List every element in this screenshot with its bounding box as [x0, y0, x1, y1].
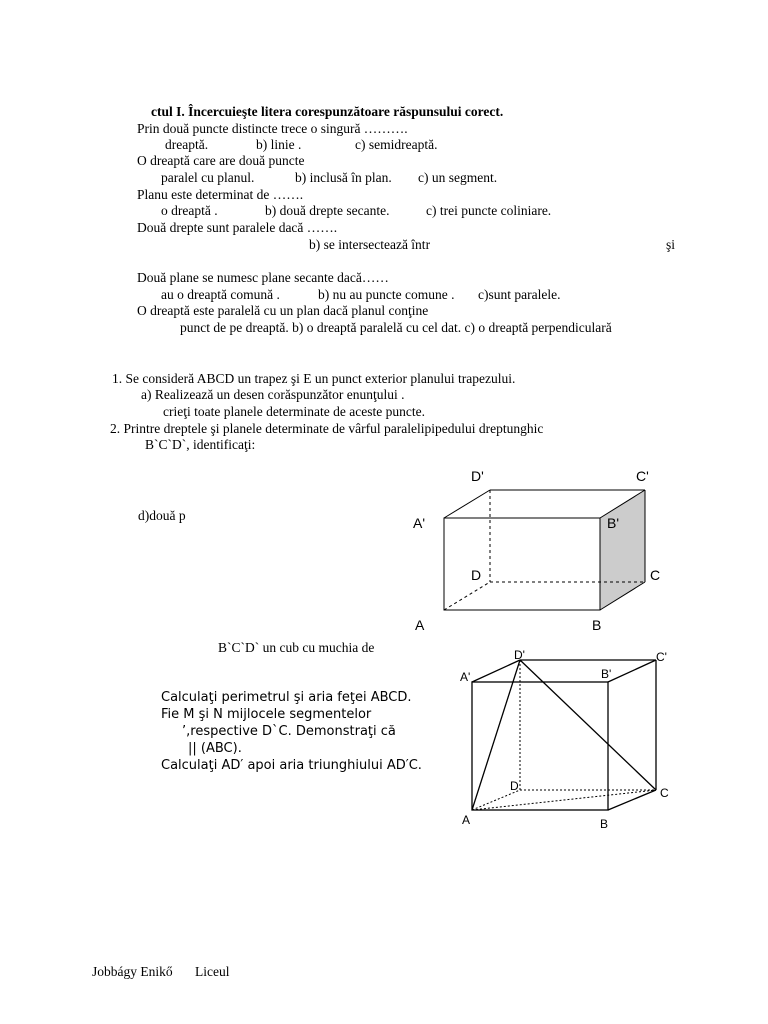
cube-label-A: A — [462, 813, 471, 827]
cube-label-B-prime: B' — [601, 667, 612, 681]
item-1-b: crieţi toate planele determinate de aceste puncte. — [163, 404, 425, 419]
q3-option-c: c) trei puncte coliniare. — [426, 203, 552, 218]
label-B-prime: B' — [607, 515, 620, 531]
task-1: Calculaţi perimetrul şi aria feţei ABCD. — [161, 690, 412, 705]
q4-tail: şi — [666, 237, 676, 252]
q1-option-a: dreaptă. — [165, 137, 209, 152]
diagonal-D-prime-C — [520, 660, 656, 790]
q1-option-c: c) semidreaptă. — [355, 137, 438, 152]
footer-school: Liceul — [195, 964, 230, 979]
q4-option-b: b) se intersectează într — [309, 237, 431, 252]
task-2-cont: ’,respective D`C. Demonstraţi că — [182, 724, 396, 739]
cube-intro: B`C`D` un cub cu muchia de — [218, 640, 375, 655]
q5-option-a: au o dreaptă comună . — [161, 287, 280, 302]
question-6: O dreaptă este paralelă cu un plan dacă planul conţine — [137, 303, 429, 318]
shaded-face — [600, 490, 645, 610]
footer-author: Jobbágy Enikő — [92, 964, 173, 979]
q5-option-b: b) nu au puncte comune . — [318, 287, 455, 302]
parallelepiped-figure — [405, 460, 680, 635]
task-2-end: || (ABC). — [188, 741, 242, 756]
item-1-a: a) Realizează un desen corăspunzător enunţului . — [141, 387, 405, 402]
cube-label-C-prime: C' — [656, 650, 667, 664]
q2-option-a: paralel cu planul. — [161, 170, 255, 185]
item-2-cont: B`C`D`, identificaţi: — [145, 437, 256, 452]
q2-option-c: c) un segment. — [418, 170, 498, 185]
question-1: Prin două puncte distincte trece o singură ………. — [137, 121, 408, 136]
q3-option-b: b) două drepte secante. — [265, 203, 390, 218]
cube-figure — [455, 645, 685, 835]
question-3: Planu este determinat de ……. — [137, 187, 304, 202]
q6-options: punct de pe dreaptă. b) o dreaptă paralelă cu cel dat. c) o dreaptă perpendiculară — [180, 320, 612, 335]
question-2: O dreaptă care are două puncte — [137, 153, 305, 168]
q3-option-a: o dreaptă . — [161, 203, 218, 218]
cube-label-D-prime: D' — [514, 648, 525, 662]
item-1: 1. Se consideră ABCD un trapez şi E un punct exterior planului trapezului. — [112, 371, 516, 386]
front-face — [444, 518, 600, 610]
question-5: Două plane se numesc plane secante dacă…… — [137, 270, 389, 285]
cube-label-C: C — [660, 786, 669, 800]
label-C: C — [650, 567, 661, 583]
cube-label-D: D — [510, 779, 519, 793]
question-4: Două drepte sunt paralele dacă ……. — [137, 220, 338, 235]
cube-label-B: B — [600, 817, 609, 831]
part1-title: ctul I. Încercuieşte litera corespunzătoare răspunsului corect. — [151, 104, 504, 119]
item-2-d: d)două p — [138, 508, 186, 523]
q5-option-c: c)sunt paralele. — [478, 287, 561, 302]
label-A-prime: A' — [413, 515, 426, 531]
label-D-prime: D' — [471, 468, 484, 484]
label-A: A — [415, 617, 425, 633]
q2-option-b: b) inclusă în plan. — [295, 170, 392, 185]
q1-option-b: b) linie . — [256, 137, 302, 152]
task-3: Calculaţi AD′ apoi aria triunghiului AD′C. — [161, 758, 422, 773]
item-2: 2. Printre dreptele şi planele determinate de vârful paralelipipedului dreptunghic — [110, 421, 544, 436]
label-C-prime: C' — [636, 468, 649, 484]
cube-label-A-prime: A' — [460, 670, 471, 684]
label-B: B — [592, 617, 602, 633]
task-2: Fie M şi N mijlocele segmentelor — [161, 707, 372, 722]
label-D: D — [471, 567, 482, 583]
